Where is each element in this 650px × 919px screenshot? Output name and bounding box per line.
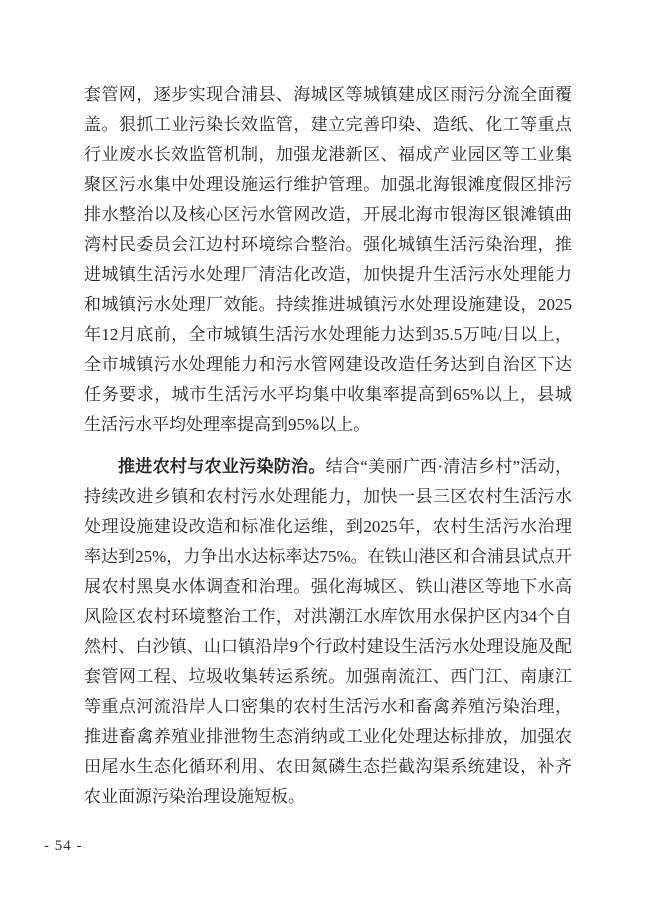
page-number: - 54 -: [44, 838, 83, 854]
document-body: [84, 80, 572, 812]
paragraph-text: 结合“美丽广西·清洁乡村”活动，持续改进乡镇和农村污水处理能力，加快一县三区农村生活污水处理设施建设改造和标准化运维，到2025年，农村生活污水治理率达到25%，力争出水达标率达75%。在铁山港区和合浦县试点开展农村黑臭水体调查和治理。强化海城区、铁山港区等地下水高风险区农村环境整治工作，对洪潮江水库饮用水保护区内34个自然村、白沙镇、山口镇沿岸9个行政村建设生活污水处理设施及配套管网工程、垃圾收集转运系统。加强南流江、西门江、南康江等重点河流沿岸人口密集的农村生活污水和畜禽养殖污染治理，推进畜禽养殖业排泄物生态消纳或工业化处理达标排放，加强农田尾水生态化循环利用、农田氮磷生态拦截沟渠系统建设，补齐农业面源污染治理设施短板。: [84, 457, 572, 806]
paragraph-urban-sewage-treatment: [84, 80, 572, 440]
paragraph-rural-agriculture-pollution: [84, 452, 572, 812]
paragraph-bold-lead: 推进农村与农业污染防治。: [118, 457, 326, 476]
paragraph-text: 套管网，逐步实现合浦县、海城区等城镇建成区雨污分流全面覆盖。狠抓工业污染长效监管，建立完善印染、造纸、化工等重点行业废水长效监管机制，加强龙港新区、福成产业园区等工业集聚区污水集中处理设施运行维护管理。加强北海银滩度假区排污排水整治以及核心区污水管网改造，开展北海市银海区银滩镇曲湾村民委员会江边村环境综合整治。强化城镇生活污染治理，推进城镇生活污水处理厂清洁化改造，加快提升生活污水处理能力和城镇污水处理厂效能。持续推进城镇污水处理设施建设，2025年12月底前，全市城镇生活污水处理能力达到35.5万吨/日以上，全市城镇污水处理能力和污水管网建设改造任务达到自治区下达任务要求，城市生活污水平均集中收集率提高到65%以上，县城生活污水平均处理率提高到95%以上。: [84, 85, 572, 434]
